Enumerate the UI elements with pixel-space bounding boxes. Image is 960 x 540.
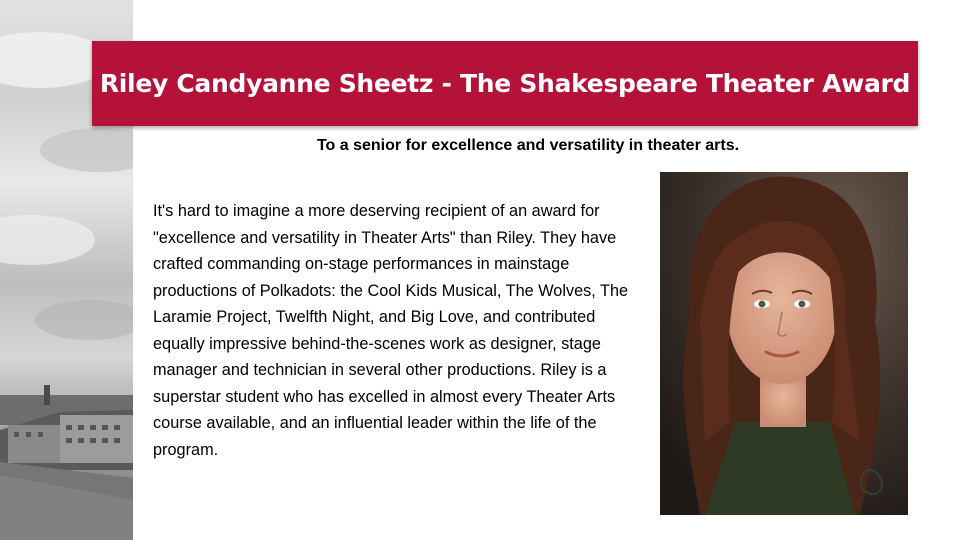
slide-title: Riley Candyanne Sheetz - The Shakespeare Theater Award bbox=[99, 69, 911, 98]
award-description: It's hard to imagine a more deserving recipient of an award for "excellence and versatility in Theater Arts" than Riley. They have crafted commanding on-stage performances in mainstage productions of Polkadots: the Cool Kids Musical, The Wolves, The Laramie Project, Twelfth Night, and Big Love, and contributed equally impressive behind-the-scenes work as designer, stage manager and technician in several other productions. Riley is a superstar student who has excelled in almost every Theater Arts course available, and an influential leader within the life of the program. bbox=[153, 202, 629, 459]
recipient-portrait bbox=[660, 172, 908, 515]
award-subtitle: To a senior for excellence and versatility in theater arts. bbox=[316, 137, 740, 154]
title-banner bbox=[92, 41, 918, 126]
portrait-illustration bbox=[660, 172, 908, 515]
